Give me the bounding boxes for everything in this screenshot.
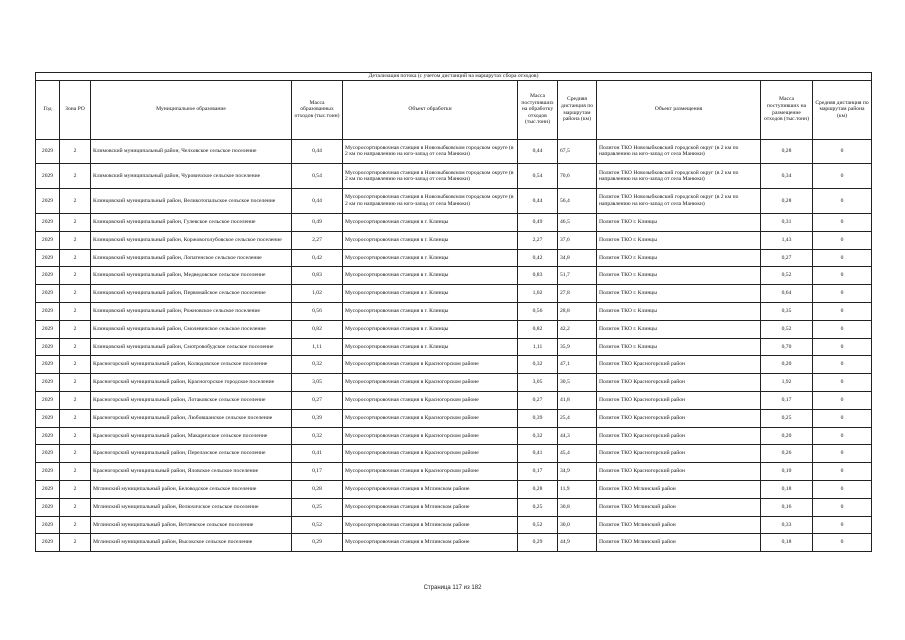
cell-zone: 2 bbox=[60, 427, 91, 445]
cell-distance-disposal: 0 bbox=[813, 498, 872, 516]
table-title-row bbox=[36, 73, 872, 81]
header-distance-disposal: Средняя дистанция по маршрутам района (км) bbox=[813, 80, 872, 139]
cell-mass-disposed: 0,25 bbox=[761, 409, 813, 427]
cell-zone: 2 bbox=[60, 409, 91, 427]
cell-mass-disposed: 0,16 bbox=[761, 498, 813, 516]
cell-mass-processed: 3,05 bbox=[518, 374, 558, 392]
cell-year: 2029 bbox=[36, 302, 60, 320]
cell-mass-disposed: 0,18 bbox=[761, 534, 813, 552]
cell-mass-processed: 0,29 bbox=[518, 534, 558, 552]
cell-mass-generated: 1,02 bbox=[292, 285, 343, 303]
cell-distance-processing: 30,0 bbox=[558, 516, 597, 534]
table-row bbox=[36, 374, 872, 392]
page-number: Страница 117 из 182 bbox=[423, 585, 482, 591]
cell-disposal-object: Полигон ТКО Новозыбковский городской округ (в 2 км по направлению на юго-запад от села Манюки) bbox=[597, 139, 761, 164]
cell-zone: 2 bbox=[60, 516, 91, 534]
table-row bbox=[36, 249, 872, 267]
table-title: Детализация потока (с учетом дистанций на маршрутах сбора отходов) bbox=[36, 73, 872, 81]
cell-municipality: Красногорский муниципальный район, Красногорское городское поселение bbox=[91, 374, 292, 392]
cell-disposal-object: Полигон ТКО Красногорский район bbox=[597, 427, 761, 445]
cell-disposal-object: Полигон ТКО Красногорский район bbox=[597, 374, 761, 392]
table-row bbox=[36, 463, 872, 481]
cell-processing-object: Мусоросортировочная станция в Красногорском районе bbox=[343, 391, 518, 409]
cell-municipality: Красногорский муниципальный район, Лотаковское сельское поселение bbox=[91, 391, 292, 409]
header-zone: Зона РО bbox=[60, 80, 91, 139]
cell-processing-object: Мусоросортировочная станция в г. Клинцы bbox=[343, 213, 518, 231]
cell-mass-processed: 0,41 bbox=[518, 445, 558, 463]
cell-distance-processing: 41,8 bbox=[558, 391, 597, 409]
cell-processing-object: Мусоросортировочная станция в Красногорском районе bbox=[343, 374, 518, 392]
table-row bbox=[36, 534, 872, 552]
cell-disposal-object: Полигон ТКО г. Клинцы bbox=[597, 338, 761, 356]
cell-mass-processed: 1,02 bbox=[518, 285, 558, 303]
cell-mass-disposed: 0,27 bbox=[761, 249, 813, 267]
table-row bbox=[36, 480, 872, 498]
cell-mass-processed: 0,44 bbox=[518, 189, 558, 214]
cell-municipality: Красногорский муниципальный район, Яловское сельское поселение bbox=[91, 463, 292, 481]
cell-zone: 2 bbox=[60, 498, 91, 516]
cell-distance-processing: 27,8 bbox=[558, 285, 597, 303]
cell-mass-generated: 0,44 bbox=[292, 189, 343, 214]
cell-distance-disposal: 0 bbox=[813, 231, 872, 249]
cell-disposal-object: Полигон ТКО Мглинский район bbox=[597, 480, 761, 498]
cell-distance-disposal: 0 bbox=[813, 267, 872, 285]
table-row bbox=[36, 320, 872, 338]
cell-processing-object: Мусоросортировочная станция в г. Клинцы bbox=[343, 320, 518, 338]
table-row bbox=[36, 445, 872, 463]
cell-mass-processed: 0,52 bbox=[518, 516, 558, 534]
cell-disposal-object: Полигон ТКО Красногорский район bbox=[597, 356, 761, 374]
cell-mass-generated: 2,27 bbox=[292, 231, 343, 249]
cell-mass-disposed: 0,20 bbox=[761, 356, 813, 374]
cell-mass-disposed: 0,20 bbox=[761, 427, 813, 445]
cell-distance-processing: 11,9 bbox=[558, 480, 597, 498]
cell-mass-disposed: 0,10 bbox=[761, 463, 813, 481]
cell-distance-processing: 51,7 bbox=[558, 267, 597, 285]
cell-disposal-object: Полигон ТКО г. Клинцы bbox=[597, 320, 761, 338]
cell-distance-processing: 46,5 bbox=[558, 213, 597, 231]
cell-mass-processed: 0,27 bbox=[518, 391, 558, 409]
cell-distance-disposal: 0 bbox=[813, 445, 872, 463]
cell-processing-object: Мусоросортировочная станция в Красногорском районе bbox=[343, 409, 518, 427]
cell-zone: 2 bbox=[60, 480, 91, 498]
header-disposal-object: Объект размещения bbox=[597, 80, 761, 139]
cell-year: 2029 bbox=[36, 139, 60, 164]
cell-distance-processing: 70,6 bbox=[558, 164, 597, 189]
cell-zone: 2 bbox=[60, 302, 91, 320]
cell-distance-disposal: 0 bbox=[813, 391, 872, 409]
table-row bbox=[36, 409, 872, 427]
cell-mass-disposed: 0,70 bbox=[761, 338, 813, 356]
cell-municipality: Мглинский муниципальный район, Ветлевское сельское поселение bbox=[91, 516, 292, 534]
table-row bbox=[36, 338, 872, 356]
cell-processing-object: Мусоросортировочная станция в Мглинском районе bbox=[343, 498, 518, 516]
cell-mass-generated: 0,39 bbox=[292, 409, 343, 427]
cell-mass-disposed: 0,52 bbox=[761, 320, 813, 338]
cell-processing-object: Мусоросортировочная станция в г. Клинцы bbox=[343, 267, 518, 285]
cell-mass-disposed: 1,43 bbox=[761, 231, 813, 249]
cell-zone: 2 bbox=[60, 356, 91, 374]
cell-mass-processed: 0,44 bbox=[518, 139, 558, 164]
cell-mass-disposed: 0,33 bbox=[761, 516, 813, 534]
cell-zone: 2 bbox=[60, 231, 91, 249]
cell-municipality: Красногорский муниципальный район, Колюдовское сельское поселение bbox=[91, 356, 292, 374]
cell-municipality: Красногорский муниципальный район, Перелазское сельское поселение bbox=[91, 445, 292, 463]
cell-mass-disposed: 0,31 bbox=[761, 213, 813, 231]
cell-mass-generated: 0,49 bbox=[292, 213, 343, 231]
cell-processing-object: Мусоросортировочная станция в Новозыбковском городском округе (в 2 км по направлению на юго-запад от села Манюки) bbox=[343, 139, 518, 164]
cell-municipality: Клинцовский муниципальный район, Гулевское сельское поселение bbox=[91, 213, 292, 231]
cell-year: 2029 bbox=[36, 498, 60, 516]
table-row bbox=[36, 189, 872, 214]
cell-year: 2029 bbox=[36, 164, 60, 189]
cell-mass-generated: 0,25 bbox=[292, 498, 343, 516]
cell-processing-object: Мусоросортировочная станция в г. Клинцы bbox=[343, 231, 518, 249]
cell-mass-disposed: 0,26 bbox=[761, 445, 813, 463]
header-municipality: Муниципальное образование bbox=[91, 80, 292, 139]
cell-distance-processing: 47,1 bbox=[558, 356, 597, 374]
cell-mass-processed: 1,11 bbox=[518, 338, 558, 356]
cell-mass-disposed: 0,18 bbox=[761, 480, 813, 498]
cell-zone: 2 bbox=[60, 249, 91, 267]
table-row bbox=[36, 164, 872, 189]
cell-distance-disposal: 0 bbox=[813, 320, 872, 338]
table-row bbox=[36, 285, 872, 303]
cell-processing-object: Мусоросортировочная станция в Мглинском районе bbox=[343, 480, 518, 498]
cell-mass-generated: 0,42 bbox=[292, 249, 343, 267]
cell-processing-object: Мусоросортировочная станция в г. Клинцы bbox=[343, 338, 518, 356]
table-row bbox=[36, 498, 872, 516]
cell-distance-disposal: 0 bbox=[813, 480, 872, 498]
cell-distance-processing: 45,4 bbox=[558, 445, 597, 463]
cell-mass-generated: 0,28 bbox=[292, 480, 343, 498]
cell-processing-object: Мусоросортировочная станция в г. Клинцы bbox=[343, 302, 518, 320]
table-row bbox=[36, 427, 872, 445]
cell-year: 2029 bbox=[36, 534, 60, 552]
cell-distance-disposal: 0 bbox=[813, 189, 872, 214]
cell-disposal-object: Полигон ТКО Мглинский район bbox=[597, 534, 761, 552]
cell-mass-generated: 0,29 bbox=[292, 534, 343, 552]
cell-distance-processing: 44,9 bbox=[558, 534, 597, 552]
cell-processing-object: Мусоросортировочная станция в Красногорском районе bbox=[343, 445, 518, 463]
cell-mass-generated: 0,83 bbox=[292, 267, 343, 285]
cell-disposal-object: Полигон ТКО Красногорский район bbox=[597, 445, 761, 463]
cell-disposal-object: Полигон ТКО Мглинский район bbox=[597, 516, 761, 534]
cell-zone: 2 bbox=[60, 164, 91, 189]
table-row bbox=[36, 356, 872, 374]
cell-mass-processed: 0,28 bbox=[518, 480, 558, 498]
table-header-row bbox=[36, 80, 872, 139]
cell-municipality: Клинцовский муниципальный район, Медведовское сельское поселение bbox=[91, 267, 292, 285]
cell-municipality: Клинцовский муниципальный район, Великотопальское сельское поселение bbox=[91, 189, 292, 214]
cell-mass-generated: 0,27 bbox=[292, 391, 343, 409]
cell-disposal-object: Полигон ТКО Красногорский район bbox=[597, 463, 761, 481]
cell-mass-processed: 0,32 bbox=[518, 356, 558, 374]
cell-mass-generated: 0,52 bbox=[292, 516, 343, 534]
cell-mass-disposed: 0,52 bbox=[761, 267, 813, 285]
cell-year: 2029 bbox=[36, 320, 60, 338]
cell-mass-processed: 0,82 bbox=[518, 320, 558, 338]
cell-distance-processing: 67,5 bbox=[558, 139, 597, 164]
waste-flow-table bbox=[35, 72, 872, 552]
cell-distance-processing: 34,9 bbox=[558, 463, 597, 481]
cell-mass-generated: 1,11 bbox=[292, 338, 343, 356]
cell-distance-disposal: 0 bbox=[813, 463, 872, 481]
cell-year: 2029 bbox=[36, 231, 60, 249]
cell-disposal-object: Полигон ТКО Мглинский район bbox=[597, 498, 761, 516]
cell-mass-generated: 0,32 bbox=[292, 356, 343, 374]
cell-zone: 2 bbox=[60, 338, 91, 356]
cell-disposal-object: Полигон ТКО г. Клинцы bbox=[597, 213, 761, 231]
cell-year: 2029 bbox=[36, 338, 60, 356]
cell-mass-generated: 0,44 bbox=[292, 139, 343, 164]
cell-distance-disposal: 0 bbox=[813, 302, 872, 320]
cell-distance-disposal: 0 bbox=[813, 534, 872, 552]
cell-year: 2029 bbox=[36, 427, 60, 445]
cell-mass-generated: 0,32 bbox=[292, 427, 343, 445]
cell-mass-processed: 0,17 bbox=[518, 463, 558, 481]
cell-zone: 2 bbox=[60, 139, 91, 164]
cell-distance-disposal: 0 bbox=[813, 374, 872, 392]
header-processing-object: Объект обработки bbox=[343, 80, 518, 139]
cell-disposal-object: Полигон ТКО г. Клинцы bbox=[597, 285, 761, 303]
cell-municipality: Мглинский муниципальный район, Высокское сельское поселение bbox=[91, 534, 292, 552]
cell-municipality: Клинцовский муниципальный район, Коржовоголубовское сельское поселение bbox=[91, 231, 292, 249]
cell-distance-disposal: 0 bbox=[813, 213, 872, 231]
cell-mass-disposed: 0,35 bbox=[761, 302, 813, 320]
cell-year: 2029 bbox=[36, 249, 60, 267]
cell-processing-object: Мусоросортировочная станция в Мглинском районе bbox=[343, 534, 518, 552]
table-row bbox=[36, 139, 872, 164]
cell-zone: 2 bbox=[60, 391, 91, 409]
cell-mass-generated: 3,05 bbox=[292, 374, 343, 392]
cell-year: 2029 bbox=[36, 189, 60, 214]
cell-mass-processed: 2,27 bbox=[518, 231, 558, 249]
cell-mass-disposed: 0,64 bbox=[761, 285, 813, 303]
cell-distance-disposal: 0 bbox=[813, 249, 872, 267]
cell-mass-disposed: 0,34 bbox=[761, 164, 813, 189]
cell-year: 2029 bbox=[36, 285, 60, 303]
cell-distance-processing: 37,6 bbox=[558, 231, 597, 249]
cell-mass-disposed: 0,28 bbox=[761, 189, 813, 214]
cell-distance-disposal: 0 bbox=[813, 427, 872, 445]
cell-zone: 2 bbox=[60, 285, 91, 303]
cell-mass-generated: 0,82 bbox=[292, 320, 343, 338]
header-distance-processing: Средняя дистанция по маршрутам района (км) bbox=[558, 80, 597, 139]
cell-processing-object: Мусоросортировочная станция в Новозыбковском городском округе (в 2 км по направлению на юго-запад от села Манюки) bbox=[343, 164, 518, 189]
header-mass-processed: Масса поступивших на обработку отходов (тыс.тонн) bbox=[518, 80, 558, 139]
cell-year: 2029 bbox=[36, 409, 60, 427]
cell-mass-disposed: 0,17 bbox=[761, 391, 813, 409]
table-row bbox=[36, 231, 872, 249]
cell-zone: 2 bbox=[60, 189, 91, 214]
header-mass-generated: Масса образованных отходов (тыс.тонн) bbox=[292, 80, 343, 139]
cell-mass-generated: 0,54 bbox=[292, 164, 343, 189]
header-mass-disposed: Масса поступивших на размещение отходов (тыс.тонн) bbox=[761, 80, 813, 139]
cell-processing-object: Мусоросортировочная станция в г. Клинцы bbox=[343, 285, 518, 303]
cell-distance-disposal: 0 bbox=[813, 338, 872, 356]
cell-year: 2029 bbox=[36, 391, 60, 409]
cell-mass-processed: 0,39 bbox=[518, 409, 558, 427]
cell-disposal-object: Полигон ТКО Красногорский район bbox=[597, 391, 761, 409]
cell-mass-processed: 0,49 bbox=[518, 213, 558, 231]
cell-zone: 2 bbox=[60, 374, 91, 392]
cell-municipality: Мглинский муниципальный район, Беловодское сельское поселение bbox=[91, 480, 292, 498]
table-row bbox=[36, 213, 872, 231]
cell-processing-object: Мусоросортировочная станция в Мглинском районе bbox=[343, 516, 518, 534]
cell-municipality: Клинцовский муниципальный район, Первомайское сельское поселение bbox=[91, 285, 292, 303]
cell-distance-disposal: 0 bbox=[813, 164, 872, 189]
cell-year: 2029 bbox=[36, 374, 60, 392]
cell-municipality: Клинцовский муниципальный район, Рожновское сельское поселение bbox=[91, 302, 292, 320]
cell-mass-generated: 0,56 bbox=[292, 302, 343, 320]
cell-distance-processing: 28,8 bbox=[558, 302, 597, 320]
cell-municipality: Климовский муниципальный район, Челховское сельское поселение bbox=[91, 139, 292, 164]
cell-mass-disposed: 1,92 bbox=[761, 374, 813, 392]
cell-mass-generated: 0,17 bbox=[292, 463, 343, 481]
cell-disposal-object: Полигон ТКО г. Клинцы bbox=[597, 231, 761, 249]
cell-distance-processing: 44,3 bbox=[558, 427, 597, 445]
cell-processing-object: Мусоросортировочная станция в Красногорском районе bbox=[343, 427, 518, 445]
cell-municipality: Клинцовский муниципальный район, Лопатенское сельское поселение bbox=[91, 249, 292, 267]
cell-mass-processed: 0,83 bbox=[518, 267, 558, 285]
cell-distance-processing: 35,9 bbox=[558, 338, 597, 356]
cell-year: 2029 bbox=[36, 213, 60, 231]
cell-year: 2029 bbox=[36, 445, 60, 463]
cell-distance-disposal: 0 bbox=[813, 285, 872, 303]
cell-year: 2029 bbox=[36, 516, 60, 534]
cell-municipality: Красногорский муниципальный район, Любовшанское сельское поселение bbox=[91, 409, 292, 427]
cell-distance-processing: 30,5 bbox=[558, 374, 597, 392]
cell-zone: 2 bbox=[60, 534, 91, 552]
cell-distance-disposal: 0 bbox=[813, 356, 872, 374]
cell-disposal-object: Полигон ТКО Новозыбковский городской округ (в 2 км по направлению на юго-запад от села Манюки) bbox=[597, 164, 761, 189]
cell-distance-processing: 56,4 bbox=[558, 189, 597, 214]
cell-municipality: Климовский муниципальный район, Чуровичское сельское поселение bbox=[91, 164, 292, 189]
cell-mass-disposed: 0,28 bbox=[761, 139, 813, 164]
cell-processing-object: Мусоросортировочная станция в Красногорском районе bbox=[343, 463, 518, 481]
cell-zone: 2 bbox=[60, 445, 91, 463]
cell-zone: 2 bbox=[60, 267, 91, 285]
cell-distance-disposal: 0 bbox=[813, 516, 872, 534]
cell-distance-processing: 42,2 bbox=[558, 320, 597, 338]
cell-mass-processed: 0,56 bbox=[518, 302, 558, 320]
cell-disposal-object: Полигон ТКО Красногорский район bbox=[597, 409, 761, 427]
table-row bbox=[36, 267, 872, 285]
cell-distance-disposal: 0 bbox=[813, 139, 872, 164]
cell-mass-processed: 0,54 bbox=[518, 164, 558, 189]
cell-disposal-object: Полигон ТКО г. Клинцы bbox=[597, 302, 761, 320]
cell-distance-processing: 34,8 bbox=[558, 249, 597, 267]
cell-disposal-object: Полигон ТКО Новозыбковский городской округ (в 2 км по направлению на юго-запад от села Манюки) bbox=[597, 189, 761, 214]
cell-year: 2029 bbox=[36, 480, 60, 498]
cell-disposal-object: Полигон ТКО г. Клинцы bbox=[597, 249, 761, 267]
cell-municipality: Клинцовский муниципальный район, Смолевичское сельское поселение bbox=[91, 320, 292, 338]
cell-processing-object: Мусоросортировочная станция в г. Клинцы bbox=[343, 249, 518, 267]
cell-year: 2029 bbox=[36, 356, 60, 374]
cell-mass-generated: 0,41 bbox=[292, 445, 343, 463]
cell-processing-object: Мусоросортировочная станция в Красногорском районе bbox=[343, 356, 518, 374]
cell-processing-object: Мусоросортировочная станция в Новозыбковском городском округе (в 2 км по направлению на юго-запад от села Манюки) bbox=[343, 189, 518, 214]
cell-disposal-object: Полигон ТКО г. Клинцы bbox=[597, 267, 761, 285]
cell-zone: 2 bbox=[60, 213, 91, 231]
header-year: Год bbox=[36, 80, 60, 139]
cell-zone: 2 bbox=[60, 463, 91, 481]
cell-distance-processing: 25,4 bbox=[558, 409, 597, 427]
cell-municipality: Клинцовский муниципальный район, Смотровобудское сельское поселение bbox=[91, 338, 292, 356]
cell-zone: 2 bbox=[60, 320, 91, 338]
cell-mass-processed: 0,32 bbox=[518, 427, 558, 445]
cell-distance-disposal: 0 bbox=[813, 409, 872, 427]
cell-municipality: Красногорский муниципальный район, Макаричское сельское поселение bbox=[91, 427, 292, 445]
table-row bbox=[36, 391, 872, 409]
cell-distance-processing: 30,8 bbox=[558, 498, 597, 516]
table-row bbox=[36, 516, 872, 534]
cell-mass-processed: 0,42 bbox=[518, 249, 558, 267]
cell-municipality: Мглинский муниципальный район, Велюхичское сельское поселение bbox=[91, 498, 292, 516]
table-row bbox=[36, 302, 872, 320]
cell-year: 2029 bbox=[36, 463, 60, 481]
cell-mass-processed: 0,25 bbox=[518, 498, 558, 516]
cell-year: 2029 bbox=[36, 267, 60, 285]
